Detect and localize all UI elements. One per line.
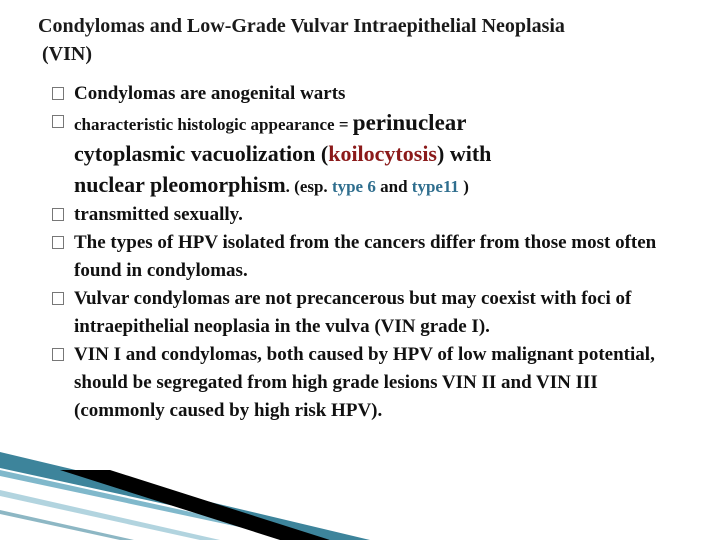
checkbox-square-icon [52, 115, 64, 128]
bullet-text-3: transmitted sexually. [74, 204, 243, 225]
checkbox-square-icon [52, 208, 64, 221]
bullet-text-6: VIN I and condylomas, both caused by HPV of low malignant potential, should be segregated from high grade lesions VIN II and VIN III (commonly caused by high risk HPV). [74, 344, 655, 421]
bullet-item-4 [52, 229, 682, 285]
bullet-item-3 [52, 201, 682, 229]
slide-title-line2: (VIN) [42, 43, 92, 65]
bullet-item-2 [52, 108, 682, 201]
checkbox-square-icon [52, 348, 64, 361]
type11-term: type11 [411, 177, 460, 196]
koilocytosis-term: koilocytosis [328, 141, 437, 166]
checkbox-square-icon [52, 87, 64, 100]
bullet-item-6 [52, 341, 682, 425]
bullet-text-2g: and [375, 177, 412, 196]
bullet-item-5 [52, 285, 682, 341]
slide-title [38, 12, 698, 68]
bullet-text-2b: perinuclear [352, 110, 467, 135]
bullet-item-1 [52, 80, 682, 108]
bullet-text-2e: nuclear pleomorphism [74, 172, 286, 197]
bullet-list [52, 80, 682, 425]
bullet-text-1: Condylomas are anogenital warts [74, 83, 346, 104]
bullet-text-2d: ) with [437, 141, 492, 166]
bullet-text-2f: . (esp. [285, 177, 332, 196]
checkbox-square-icon [52, 292, 64, 305]
bullet-text-5: Vulvar condylomas are not precancerous but may coexist with foci of intraepithelial neoplasia in the vulva (VIN grade I). [74, 288, 632, 337]
bullet-text-4: The types of HPV isolated from the cancers differ from those most often found in condylomas. [74, 232, 657, 281]
bullet-text-2h: ) [459, 177, 469, 196]
bullet-text-2c: cytoplasmic vacuolization ( [74, 141, 329, 166]
type6-term: type 6 [331, 177, 376, 196]
checkbox-square-icon [52, 236, 64, 249]
bullet-text-2a: characteristic histologic appearance = [74, 115, 353, 134]
slide-title-line1: Condylomas and Low-Grade Vulvar Intraepithelial Neoplasia [38, 15, 565, 37]
